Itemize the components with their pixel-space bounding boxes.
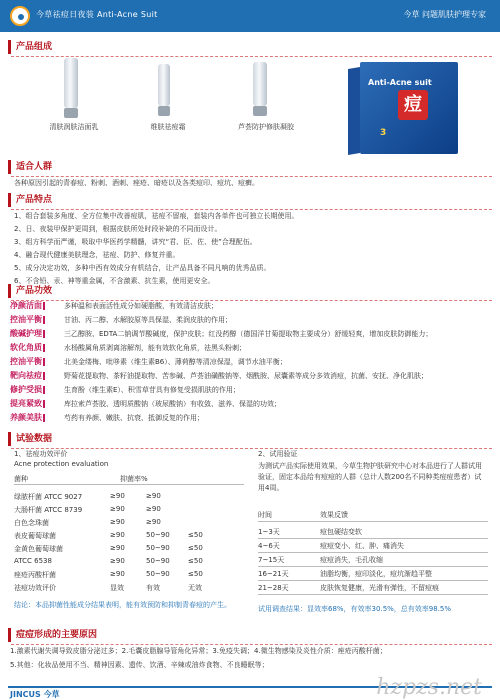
table-row-name: ATCC 6538 (14, 557, 52, 565)
table-row-a: ≥90 (110, 505, 125, 513)
feedback-header-time: 时间 (258, 511, 272, 519)
feedback-effect: 痘痘变小、红、肿、痛消失 (320, 542, 404, 550)
effect-row (8, 300, 492, 313)
effect-row (8, 314, 492, 327)
test-right-text: 为测试产品实际使用效果，今草生物护肤研究中心对本品进行了人群试用验证，固定本品给有痘痘的人群（总计人数200名不同种类痘痘患者）试用4周。 (258, 462, 482, 492)
feedback-time: 7~15天 (258, 556, 285, 564)
effect-desc: 北美金缕梅、吡哆素（维生素B6）、薄荷醇等清凉保湿，调节水油平衡； (64, 358, 287, 366)
effect-desc: 三乙醇胺、EDTA二钠调节酸碱度，保护皮肤；红没药醇（德国洋甘菊提取物主要成分）舒缓轻爽，增加皮肤防御能力； (64, 330, 433, 338)
feedback-time: 21~28天 (258, 584, 289, 592)
effect-key: 靶向祛痘 (10, 371, 42, 380)
effect-row (8, 328, 492, 341)
effect-key: 软化角质 (10, 343, 42, 352)
table-row-a: ≥90 (110, 492, 125, 500)
table-row-b: ≥90 (146, 518, 161, 526)
effect-desc: 芍药有养颜、嫩肤、抗衰、抵御反复的作用； (64, 414, 204, 422)
table-row-c: ≤50 (188, 544, 203, 552)
section-composition-title: 产品组成 (8, 40, 492, 54)
section-test-title: 试验数据 (8, 432, 492, 446)
feature-item: 1、组合套装多角度、全方位集中改善痘肌，祛痘不留痕，套装内各单件也可独立长期使用。 (14, 212, 299, 220)
effect-desc: 水杨酸属角质剥离溶解剂，能有效软化角质，祛黑头粉刺； (64, 344, 246, 352)
table-row-a: ≥90 (110, 518, 125, 526)
product-label: 清肤润肤洁面乳 (49, 123, 99, 131)
table-row-b: 50~90 (146, 557, 170, 565)
feedback-effect: 油脂均衡，痘印淡化，痘坑渐趋平整 (320, 570, 432, 578)
feature-item: 5、成分决定功效，多种中西有效成分有机结合，让产品具备不同凡响的优秀品质。 (14, 264, 271, 272)
effect-key: 控油平衡 (10, 315, 42, 324)
table-row-c: ≤50 (188, 557, 203, 565)
package-box-image (360, 62, 458, 154)
footer-brand: JINCUS 今草 (10, 690, 60, 699)
table-row-name: 大肠杆菌 ATCC 8739 (14, 506, 83, 514)
effect-row (8, 398, 492, 411)
feature-item: 3、组方科学而严谨，吸取中华医药学精髓，讲究“君、臣、佐、使”合理配伍。 (14, 238, 257, 246)
effect-row (8, 384, 492, 397)
test-stat: 试用调查结果：显效率68%，有效率30.5%，总有效率98.5% (258, 605, 452, 613)
effect-desc: 野菊花提取物、茶籽油提取物、苦参碱、芦荟油磺酸钠等、烟酰胺、尿囊素等成分多效消痘，抗菌、安抚、净化肌肤； (64, 372, 428, 380)
feedback-header-effect: 效果反馈 (320, 511, 348, 519)
table-row-a: ≥90 (110, 531, 125, 539)
effect-row (8, 342, 492, 355)
cause-line: 5.其他：化妆品使用不当、精神因素、遗传、饮酒、辛辣或油炸食物、不良睡眠等； (10, 661, 269, 669)
effect-row (8, 356, 492, 369)
table-row-c: ≤50 (188, 531, 203, 539)
test-left-subtitle: Acne protection evaluation (14, 460, 109, 468)
cause-line: 1.激素代谢失调导致皮脂分泌过多；2.毛囊皮脂腺导管角化异常；3.免疫失调；4.微生物感染及炎性介质：痤疮丙酸杆菌； (10, 647, 387, 655)
table-row-a: ≥90 (110, 544, 125, 552)
table-row-b: ≥90 (146, 492, 161, 500)
feedback-effect: 皮肤恢复健康，光滑有弹性，不留痘痕 (320, 584, 439, 592)
test-left-title: 1、祛痘功效评价 (14, 450, 68, 458)
table-row-name: 金黄色葡萄球菌 (14, 545, 63, 553)
watermark-url: hzpzs.net (376, 675, 482, 700)
section-causes-title: 痘痘形成的主要原因 (8, 628, 492, 642)
package-number: 3 (380, 128, 387, 138)
section-effects-title: 产品功效 (8, 284, 492, 298)
table-row-name: 绿脓杆菌 ATCC 9027 (14, 493, 83, 501)
brand-logo-icon (10, 6, 30, 26)
test-conclusion: 结论：本品抑菌性能成分结果表明，能有效预防和抑制青春痘的产生。 (14, 601, 231, 609)
product-label: 芦荟防护修肤凝胶 (238, 123, 294, 131)
feedback-time: 1~3天 (258, 528, 280, 536)
table-row-name: 白色念珠菌 (14, 519, 49, 527)
feature-item: 6、不含铅、汞、神等重金属，不含激素、抗生素，使用更安全。 (14, 277, 215, 285)
effect-desc: 库拉索芦荟胶、透明质酸钠（玻尿酸钠）有收敛、滋养、保湿的功效； (64, 400, 281, 408)
product-label: 维肤祛痘霜 (150, 123, 186, 131)
test-right-title: 2、试用验证 (258, 450, 298, 458)
header-bar (0, 0, 500, 32)
feedback-time: 4~6天 (258, 542, 280, 550)
effect-desc: 多种温和表面活性成分如硬脂酸，有效清洁皮肤； (64, 302, 218, 310)
table-header-rate: 抑菌率% (120, 475, 148, 483)
gel-tube-image (253, 62, 267, 116)
package-badge: 痘 (398, 90, 428, 120)
table-row-b: 50~90 (146, 544, 170, 552)
table-row-name: 痤疮丙酸杆菌 (14, 571, 56, 579)
cleanser-tube-image (64, 58, 78, 118)
effect-key: 养颜美肤 (10, 413, 42, 422)
effect-desc: 甘油、丙二醇、水解胶原等具保湿、柔润皮肤的作用； (64, 316, 232, 324)
section-target-title: 适合人群 (8, 160, 492, 174)
effect-desc: 生育酚（维生素E）、积雪草苷具有修复受损肌肤的作用； (64, 386, 240, 394)
package-title: Anti-Acne suit (368, 78, 432, 87)
effect-key: 净颜洁面 (10, 301, 42, 310)
table-row-name: 祛痘功效评价 (14, 584, 56, 592)
feedback-time: 16~21天 (258, 570, 289, 578)
target-text: 各种原因引起的青春痘、粉刺、酒刺、痤疮、暗疮以及各类痘印、痘坑、痘癣。 (14, 179, 259, 187)
table-row-b: ≥90 (146, 505, 161, 513)
table-row-b: 有效 (146, 584, 160, 592)
cream-tube-image (158, 64, 170, 116)
table-header-strain: 菌种 (14, 475, 28, 483)
effect-row (8, 370, 492, 383)
header-title: 今草祛痘日夜装 Anti-Acne Suit (36, 10, 158, 19)
table-row-b: 50~90 (146, 531, 170, 539)
feature-item: 4、融合现代健康美肤理念，祛痘、防护、修复并重。 (14, 251, 180, 259)
table-row-c: 无效 (188, 584, 202, 592)
table-row-b: 50~90 (146, 570, 170, 578)
effect-key: 控油平衡 (10, 357, 42, 366)
header-tagline: 今草 问题肌肤护理专家 (403, 10, 486, 19)
table-row-a: ≥90 (110, 570, 125, 578)
table-row-a: 显效 (110, 584, 124, 592)
feature-item: 2、日、夜装甲保护更周到，根据皮肤所处时段补缺的不同而设计。 (14, 225, 222, 233)
effect-row (8, 412, 492, 425)
table-row-c: ≤50 (188, 570, 203, 578)
effect-key: 提亮紧致 (10, 399, 42, 408)
effect-key: 修护受损 (10, 385, 42, 394)
section-features-title: 产品特点 (8, 193, 492, 207)
feedback-effect: 痘痘消失，毛孔收缩 (320, 556, 383, 564)
feedback-effect: 痘包硬结变软 (320, 528, 362, 536)
table-row-a: ≥90 (110, 557, 125, 565)
table-row-name: 表皮葡萄球菌 (14, 532, 56, 540)
effect-key: 酸碱护理 (10, 329, 42, 338)
